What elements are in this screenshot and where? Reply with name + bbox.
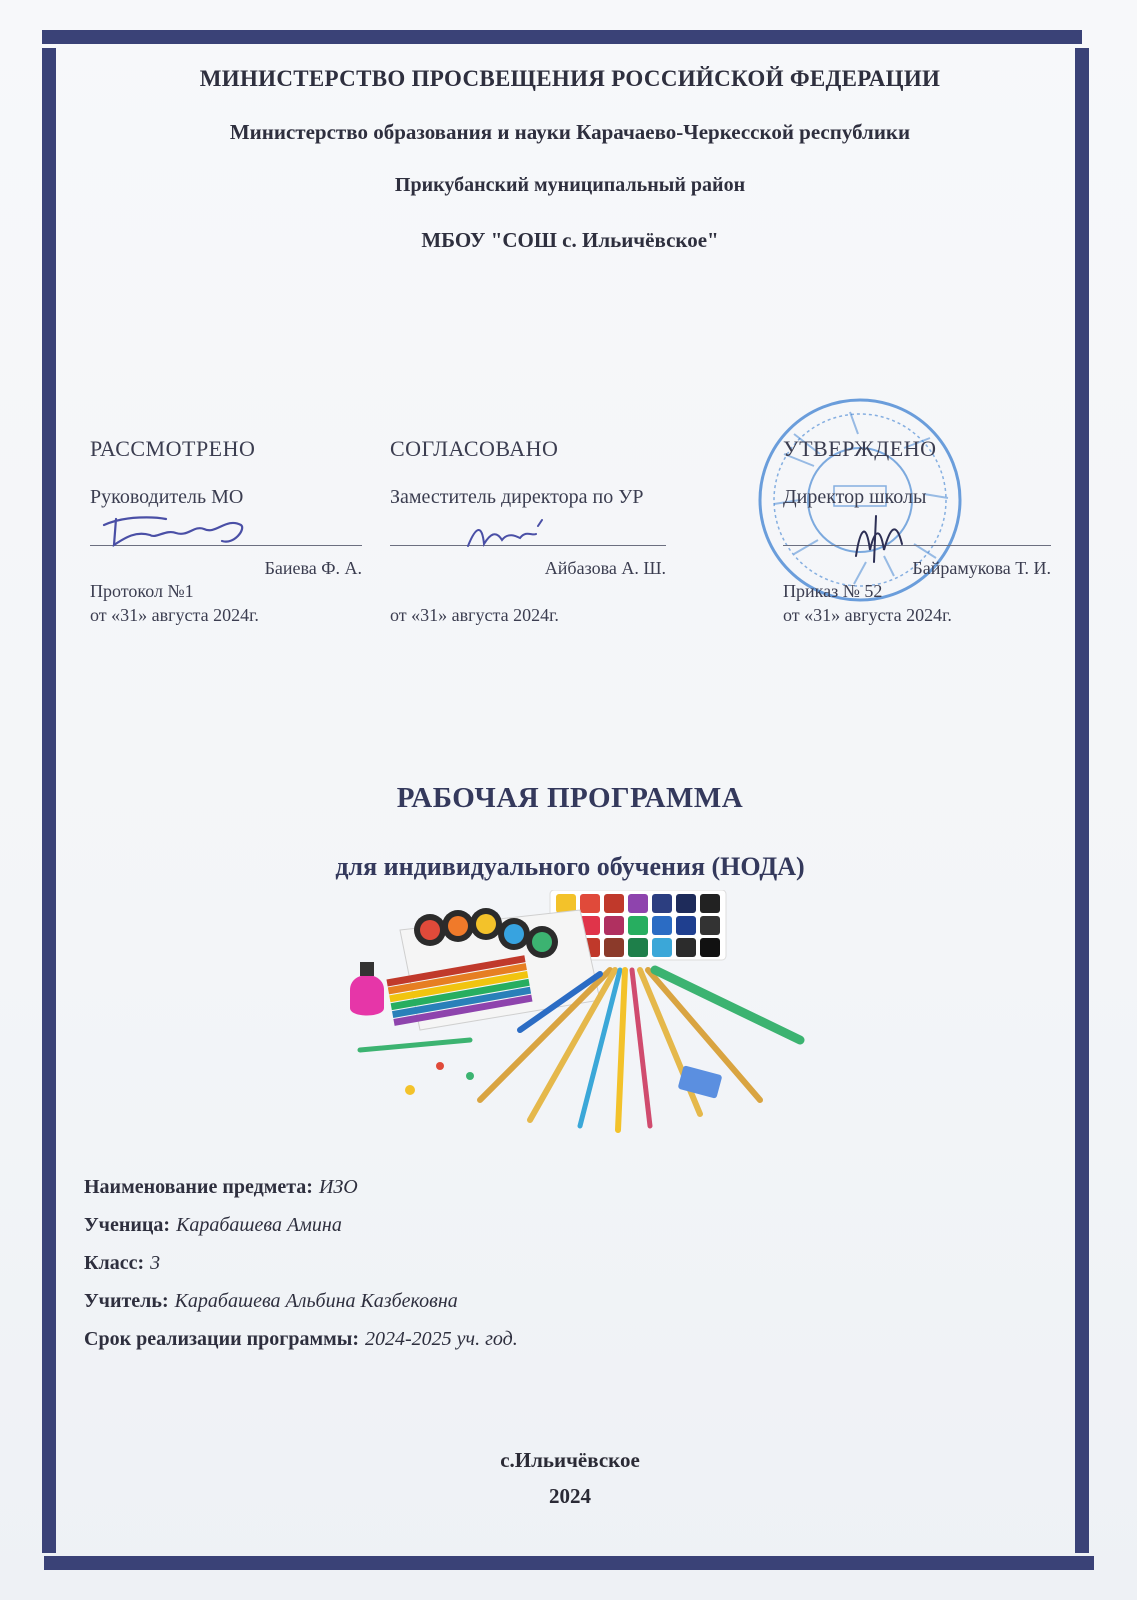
approval-name: Баиева Ф. А. (264, 558, 362, 578)
approval-name: Айбазова А. Ш. (544, 558, 666, 578)
paint-well (628, 938, 648, 957)
detail-value: 2024-2025 уч. год. (365, 1328, 518, 1350)
ministry-federal: МИНИСТЕРСТВО ПРОСВЕЩЕНИЯ РОССИЙСКОЙ ФЕДЕРАЦИИ (199, 66, 941, 91)
signature-icon (96, 505, 256, 555)
detail-value: 3 (150, 1252, 161, 1274)
ministry-regional: Министерство образования и науки Карачаево-Черкесской республики (229, 120, 911, 144)
decorative-border-left (42, 48, 58, 1553)
approval-name: Байрамукова Т. И. (912, 558, 1051, 578)
approval-doc-date: от «31» августа 2024г. (390, 605, 559, 625)
detail-label: Срок реализации программы: (84, 1328, 359, 1350)
footer-city: с.Ильичёвское (500, 1448, 640, 1472)
paint-well (604, 894, 624, 913)
paint-well (676, 894, 696, 913)
program-details (84, 1168, 518, 1358)
paint-well (652, 938, 672, 957)
paint-well (628, 894, 648, 913)
detail-value: ИЗО (318, 1176, 358, 1198)
district: Прикубанский муниципальный район (394, 174, 746, 196)
approval-doc-number: Приказ № 52 (783, 581, 883, 601)
footer-year: 2024 (549, 1484, 591, 1508)
approval-title: УТВЕРЖДЕНО (783, 436, 937, 461)
detail-label: Ученица: (84, 1214, 171, 1236)
paint-well (700, 938, 720, 957)
paint-well (676, 938, 696, 957)
paint-well (628, 916, 648, 935)
detail-class (84, 1244, 518, 1282)
paint-well (652, 916, 672, 935)
approval-doc-number (390, 579, 666, 603)
program-subtitle: для индивидуального обучения (НОДА) (335, 852, 805, 881)
decorative-border-right (1075, 48, 1091, 1553)
paint-well (700, 916, 720, 935)
paint-well (604, 916, 624, 935)
paint-well (676, 916, 696, 935)
approval-role: Директор школы (783, 486, 927, 508)
detail-value: Карабашева Амина (176, 1214, 342, 1236)
detail-student (84, 1206, 518, 1244)
paint-well (580, 894, 600, 913)
approval-role: Заместитель директора по УР (390, 486, 644, 508)
signature-icon (846, 510, 916, 566)
approval-title: СОГЛАСОВАНО (390, 436, 559, 461)
detail-label: Учитель: (84, 1290, 169, 1312)
detail-value: Карабашева Альбина Казбековна (174, 1290, 458, 1312)
decorative-border-top (42, 30, 1082, 44)
approval-doc-number: Протокол №1 (90, 581, 194, 601)
approval-approved (783, 436, 1051, 627)
paint-well (700, 894, 720, 913)
detail-teacher (84, 1282, 518, 1320)
approval-role: Руководитель МО (90, 486, 244, 508)
art-supplies-icon (350, 890, 820, 1140)
detail-label: Класс: (84, 1252, 145, 1274)
detail-subject (84, 1168, 518, 1206)
paint-well (652, 894, 672, 913)
school-name: МБОУ "СОШ с. Ильичёвское" (421, 228, 719, 252)
signature-line (783, 545, 1051, 546)
paint-well (604, 938, 624, 957)
program-title: РАБОЧАЯ ПРОГРАММА (396, 782, 744, 814)
detail-label: Наименование предмета: (84, 1176, 313, 1198)
detail-period (84, 1320, 518, 1358)
approval-doc-date: от «31» августа 2024г. (90, 605, 259, 625)
paint-well (556, 894, 576, 913)
signature-icon (462, 516, 562, 556)
decorative-border-bottom (44, 1556, 1094, 1570)
approval-title: РАССМОТРЕНО (90, 436, 256, 461)
approval-doc-date: от «31» августа 2024г. (783, 605, 952, 625)
